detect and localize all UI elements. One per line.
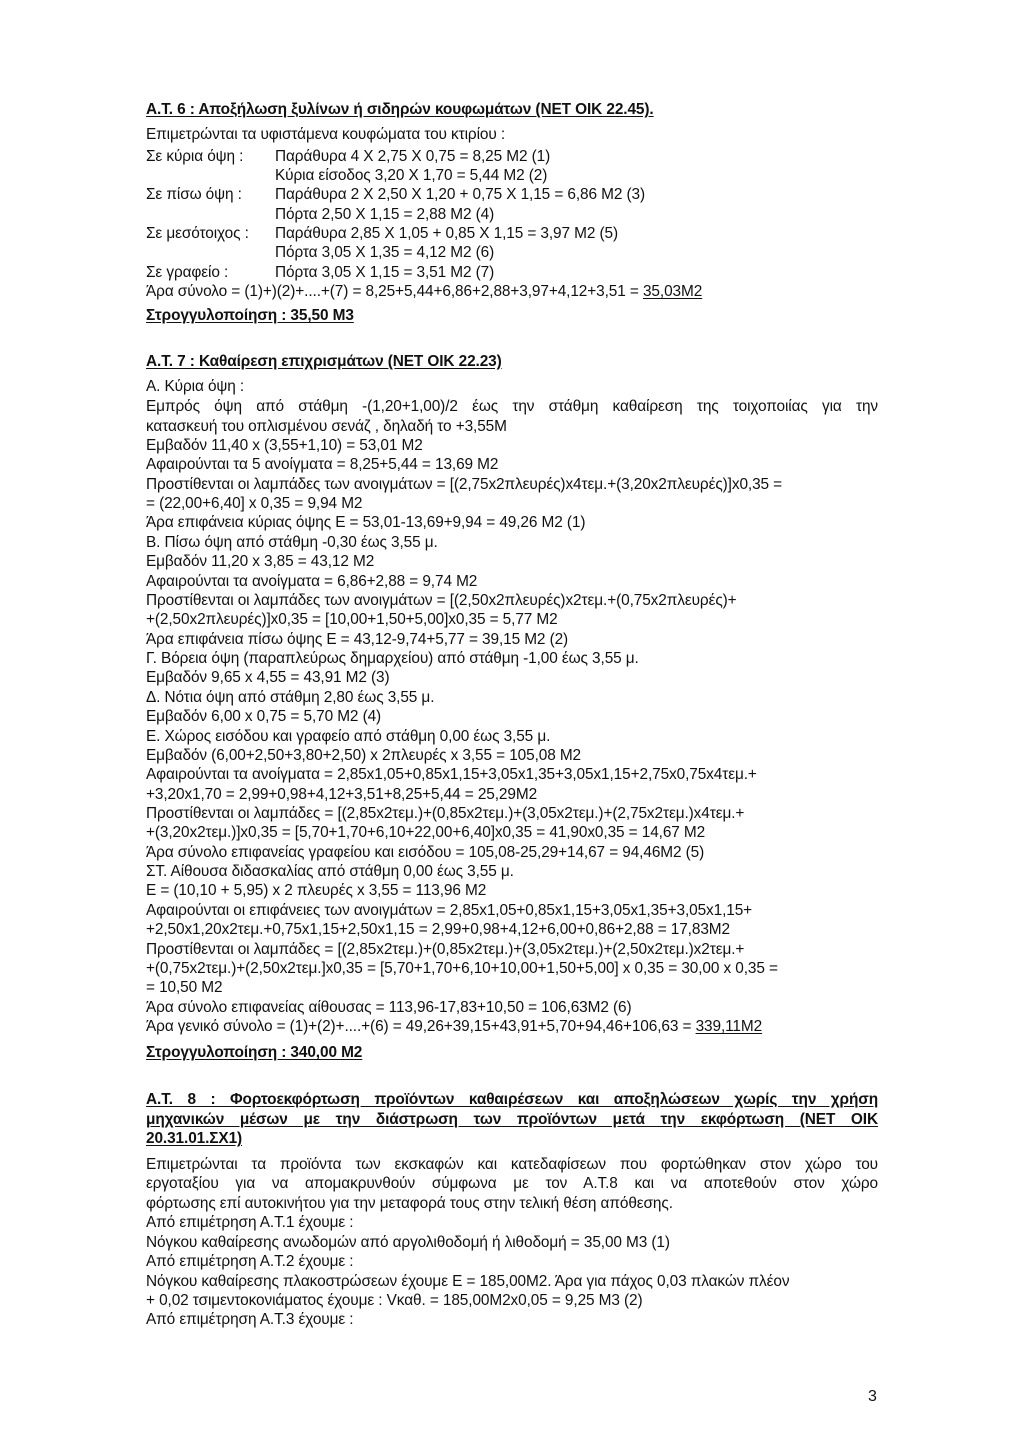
- text-line: Σε κύρια όψη :: [146, 148, 244, 165]
- section-8-heading-line: μηχανικών μέσων με την διάστρωση των προϊόντων μετά την εκφόρτωση (ΝΕΤ ΟΙΚ: [146, 1111, 878, 1128]
- text-line: +(3,20x2τεμ.)]x0,35 = [5,70+1,70+6,10+22,00+6,40]x0,35 = 41,90x0,35 = 14,67 Μ2: [146, 824, 706, 841]
- section-8-heading-line: 20.31.01.ΣΧ1): [146, 1130, 243, 1147]
- rounding-line: Στρογγυλοποίηση : 35,50 Μ3: [146, 307, 354, 324]
- text-line: Β. Πίσω όψη από στάθμη -0,30 έως 3,55 μ.: [146, 534, 438, 551]
- text-line: Εμβαδόν 9,65 x 4,55 = 43,91 Μ2 (3): [146, 669, 390, 686]
- text-line: Άρα σύνολο επιφανείας γραφείου και εισόδου = 105,08-25,29+14,67 = 94,46Μ2 (5): [146, 844, 705, 861]
- text-line: Προστίθενται οι λαμπάδες = [(2,85x2τεμ.)+(0,85x2τεμ.)+(3,05x2τεμ.)+(2,75x2τεμ.)x4τεμ.+: [146, 805, 745, 822]
- text-line: Επιμετρώνται τα προϊόντα των εκσκαφών και κατεδαφίσεων που φορτώθηκαν στον χώρο του: [146, 1156, 878, 1173]
- text-line: ΣΤ. Αίθουσα διδασκαλίας από στάθμη 0,00 έως 3,55 μ.: [146, 863, 514, 880]
- text-line: Αφαιρούνται τα 5 ανοίγματα = 8,25+5,44 = 13,69 Μ2: [146, 456, 499, 473]
- text-line: κατασκευή του οπλισμένου σενάζ , δηλαδή το +3,55Μ: [146, 418, 507, 435]
- text-line: Παράθυρα 2,85 Χ 1,05 + 0,85 Χ 1,15 = 3,97 Μ2 (5): [275, 225, 619, 242]
- text-line: Ε = (10,10 + 5,95) x 2 πλευρές x 3,55 = 113,96 Μ2: [146, 882, 487, 899]
- text-line: Κύρια είσοδος 3,20 Χ 1,70 = 5,44 Μ2 (2): [275, 167, 548, 184]
- text-line: +(0,75x2τεμ.)+(2,50x2τεμ.]x0,35 = [5,70+1,70+6,10+10,00+1,50+5,00] x 0,35 = 30,00 x 0,35 =: [146, 960, 778, 977]
- total-line-text: Άρα σύνολο = (1)+)(2)+....+(7) = 8,25+5,44+6,86+2,88+3,97+4,12+3,51 =: [146, 283, 643, 300]
- text-line: Από επιμέτρηση Α.Τ.3 έχουμε :: [146, 1311, 354, 1328]
- text-line: Άρα σύνολο επιφανείας αίθουσας = 113,96-17,83+10,50 = 106,63Μ2 (6): [146, 999, 632, 1016]
- text-line: Νόγκου καθαίρεσης ανωδομών από αργολιθοδομή ή λιθοδομή = 35,00 Μ3 (1): [146, 1234, 670, 1251]
- text-line: + 0,02 τσιμεντοκονιάματος έχουμε : Vκαθ. = 185,00Μ2x0,05 = 9,25 Μ3 (2): [146, 1292, 643, 1309]
- text-line: Από επιμέτρηση Α.Τ.2 έχουμε :: [146, 1253, 354, 1270]
- grand-total-text: Άρα γενικό σύνολο = (1)+(2)+....+(6) = 49,26+39,15+43,91+5,70+94,46+106,63 =: [146, 1018, 696, 1035]
- text-line: Πόρτα 3,05 Χ 1,35 = 4,12 Μ2 (6): [275, 244, 495, 261]
- text-line: Εμβαδόν (6,00+2,50+3,80+2,50) x 2πλευρές x 3,55 = 105,08 Μ2: [146, 747, 582, 764]
- section-8-heading-line: Α.Τ. 8 : Φορτοεκφόρτωση προϊόντων καθαιρέσεων και αποξηλώσεων χωρίς την χρήση: [146, 1091, 878, 1108]
- text-line: Αφαιρούνται τα ανοίγματα = 6,86+2,88 = 9,74 Μ2: [146, 573, 478, 590]
- text-line: Εμπρός όψη από στάθμη -(1,20+1,00)/2 έως την στάθμη καθαίρεση της τοιχοποιίας για την: [146, 398, 878, 415]
- text-line: Αφαιρούνται οι επιφάνειες των ανοιγμάτων = 2,85x1,05+0,85x1,15+3,05x1,35+3,05x1,15+: [146, 902, 753, 919]
- text-line: Από επιμέτρηση Α.Τ.1 έχουμε :: [146, 1214, 354, 1231]
- text-line: Πόρτα 3,05 Χ 1,15 = 3,51 Μ2 (7): [275, 264, 495, 281]
- text-line: +2,50x1,20x2τεμ.+0,75x1,15+2,50x1,15 = 2,99+0,98+4,12+6,00+0,86+2,88 = 17,83Μ2: [146, 921, 730, 938]
- text-line: Αφαιρούνται τα ανοίγματα = 2,85x1,05+0,85x1,15+3,05x1,35+3,05x1,15+2,75x0,75x4τεμ.+: [146, 766, 757, 783]
- text-line: Επιμετρώνται τα υφιστάμενα κουφώματα του κτιρίου :: [146, 126, 506, 143]
- text-line: Γ. Βόρεια όψη (παραπλεύρως δημαρχείου) από στάθμη -1,00 έως 3,55 μ.: [146, 650, 639, 667]
- text-line: Παράθυρα 4 Χ 2,75 Χ 0,75 = 8,25 Μ2 (1): [275, 148, 551, 165]
- text-line: Εμβαδόν 11,20 x 3,85 = 43,12 Μ2: [146, 553, 375, 570]
- text-line: Σε πίσω όψη :: [146, 186, 242, 203]
- grand-total-line: [146, 1018, 762, 1036]
- text-line: Προστίθενται οι λαμπάδες των ανοιγμάτων = [(2,75x2πλευρές)x4τεμ.+(3,20x2πλευρές)]x0,35 =: [146, 476, 783, 493]
- text-line: Άρα επιφάνεια κύριας όψης Ε = 53,01-13,69+9,94 = 49,26 Μ2 (1): [146, 514, 586, 531]
- text-line: Εμβαδόν 11,40 x (3,55+1,10) = 53,01 Μ2: [146, 437, 423, 454]
- text-line: Εμβαδόν 6,00 x 0,75 = 5,70 Μ2 (4): [146, 708, 382, 725]
- text-line: Δ. Νότια όψη από στάθμη 2,80 έως 3,55 μ.: [146, 689, 435, 706]
- text-line: Παράθυρα 2 Χ 2,50 Χ 1,20 + 0,75 Χ 1,15 = 6,86 Μ2 (3): [275, 186, 645, 203]
- total-line: [146, 283, 702, 301]
- text-line: Πόρτα 2,50 Χ 1,15 = 2,88 Μ2 (4): [275, 206, 495, 223]
- text-line: Α. Κύρια όψη :: [146, 378, 245, 395]
- text-line: Σε μεσότοιχος :: [146, 225, 249, 242]
- total-value: 35,03Μ2: [642, 283, 703, 300]
- text-line: = 10,50 Μ2: [146, 979, 223, 996]
- section-6-heading: Α.Τ. 6 : Αποξήλωση ξυλίνων ή σιδηρών κουφωμάτων (ΝΕΤ ΟΙΚ 22.45).: [146, 101, 654, 118]
- rounding-line: Στρογγυλοποίηση : 340,00 Μ2: [146, 1044, 363, 1061]
- text-line: Προστίθενται οι λαμπάδες των ανοιγμάτων = [(2,50x2πλευρές)x2τεμ.+(0,75x2πλευρές)+: [146, 592, 737, 609]
- text-line: +(2,50x2πλευρές)]x0,35 = [10,00+1,50+5,00]x0,35 = 5,77 Μ2: [146, 611, 558, 628]
- grand-total-value: 339,11Μ2: [695, 1018, 763, 1035]
- text-line: φόρτωσης επί αυτοκινήτου για την μεταφορά τους στην τελική θέση απόθεσης.: [146, 1195, 673, 1212]
- section-7-heading: Α.Τ. 7 : Καθαίρεση επιχρισμάτων (ΝΕΤ ΟΙΚ 22.23): [146, 353, 502, 370]
- text-line: εργοταξίου για να απομακρυνθούν σύμφωνα με τον Α.Τ.8 και να αποτεθούν στον χώρο: [146, 1175, 878, 1192]
- text-line: +3,20x1,70 = 2,99+0,98+4,12+3,51+8,25+5,44 = 25,29Μ2: [146, 786, 538, 803]
- page-number: 3: [868, 1388, 877, 1405]
- text-line: Ε. Χώρος εισόδου και γραφείο από στάθμη 0,00 έως 3,55 μ.: [146, 728, 551, 745]
- text-line: Προστίθενται οι λαμπάδες = [(2,85x2τεμ.)+(0,85x2τεμ.)+(3,05x2τεμ.)+(2,50x2τεμ.)x2τεμ.+: [146, 941, 745, 958]
- text-line: Σε γραφείο :: [146, 264, 229, 281]
- text-line: Νόγκου καθαίρεσης πλακοστρώσεων έχουμε Ε = 185,00Μ2. Άρα για πάχος 0,03 πλακών πλέον: [146, 1273, 790, 1290]
- text-line: = (22,00+6,40] x 0,35 = 9,94 Μ2: [146, 495, 363, 512]
- text-line: Άρα επιφάνεια πίσω όψης Ε = 43,12-9,74+5,77 = 39,15 Μ2 (2): [146, 631, 569, 648]
